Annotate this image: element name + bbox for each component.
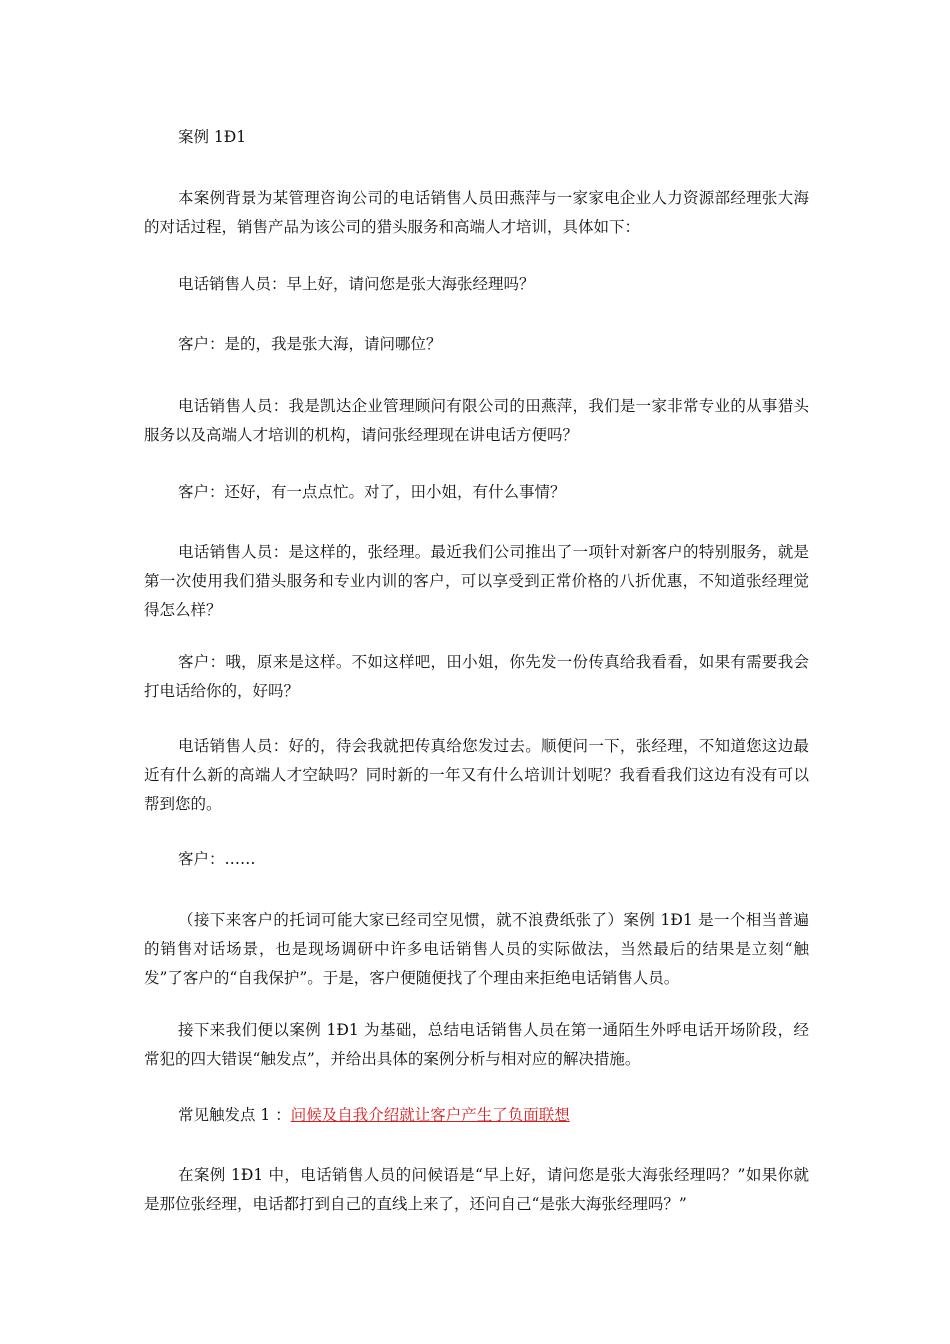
dialogue-customer-3: 客户：哦，原来是这样。不如这样吧，田小姐，你先发一份传真给我看看，如果有需要我会打电话给你的，好吗？	[144, 653, 809, 700]
dialogue-salesperson-4: 电话销售人员：好的，待会我就把传真给您发过去。顺便问一下，张经理，不知道您这边最近有什么新的高端人才空缺吗？同时新的一年又有什么培训计划呢？我看看我们这边有没有可以帮到您的。	[144, 737, 809, 813]
dialogue-customer-1: 客户：是的，我是张大海，请问哪位？	[178, 335, 442, 353]
trigger-heading	[144, 1101, 809, 1130]
analysis-paragraph: （接下来客户的托词可能大家已经司空见惯，就不浪费纸张了）案例 1Ð1 是一个相当普遍的销售对话场景，也是现场调研中许多电话销售人员的实际做法，当然最后的结果是立刻“触发”了客户的“自我保护”。于是，客户便随便找了个理由来拒绝电话销售人员。	[144, 911, 809, 987]
dialogue-salesperson-1: 电话销售人员：早上好，请问您是张大海张经理吗？	[178, 275, 535, 293]
dialogue-customer-2: 客户：还好，有一点点忙。对了，田小姐，有什么事情？	[178, 483, 566, 501]
case-title: 案例 1Ð1	[178, 128, 247, 146]
case-discussion-paragraph: 在案例 1Ð1 中，电话销售人员的问候语是“早上好，请问您是张大海张经理吗？”如果你就是那位张经理，电话都打到自己的直线上来了，还问自己“是张大海张经理吗？”	[144, 1166, 809, 1213]
trigger-label: 常见触发点 1 ：	[178, 1106, 291, 1124]
trigger-link[interactable]: 问候及自我介绍就让客户产生了负面联想	[290, 1106, 570, 1124]
dialogue-customer-4: 客户：……	[178, 850, 256, 868]
summary-paragraph: 接下来我们便以案例 1Ð1 为基础，总结电话销售人员在第一通陌生外呼电话开场阶段，经常犯的四大错误“触发点”，并给出具体的案例分析与相对应的解决措施。	[144, 1021, 809, 1068]
dialogue-salesperson-2: 电话销售人员：我是凯达企业管理顾问有限公司的田燕萍，我们是一家非常专业的从事猎头服务以及高端人才培训的机构，请问张经理现在讲电话方便吗？	[144, 397, 809, 444]
dialogue-salesperson-3: 电话销售人员：是这样的，张经理。最近我们公司推出了一项针对新客户的特别服务，就是第一次使用我们猎头服务和专业内训的客户，可以享受到正常价格的八折优惠，不知道张经理觉得怎么样？	[144, 543, 809, 619]
intro-paragraph: 本案例背景为某管理咨询公司的电话销售人员田燕萍与一家家电企业人力资源部经理张大海的对话过程，销售产品为该公司的猎头服务和高端人才培训，具体如下：	[144, 189, 809, 236]
